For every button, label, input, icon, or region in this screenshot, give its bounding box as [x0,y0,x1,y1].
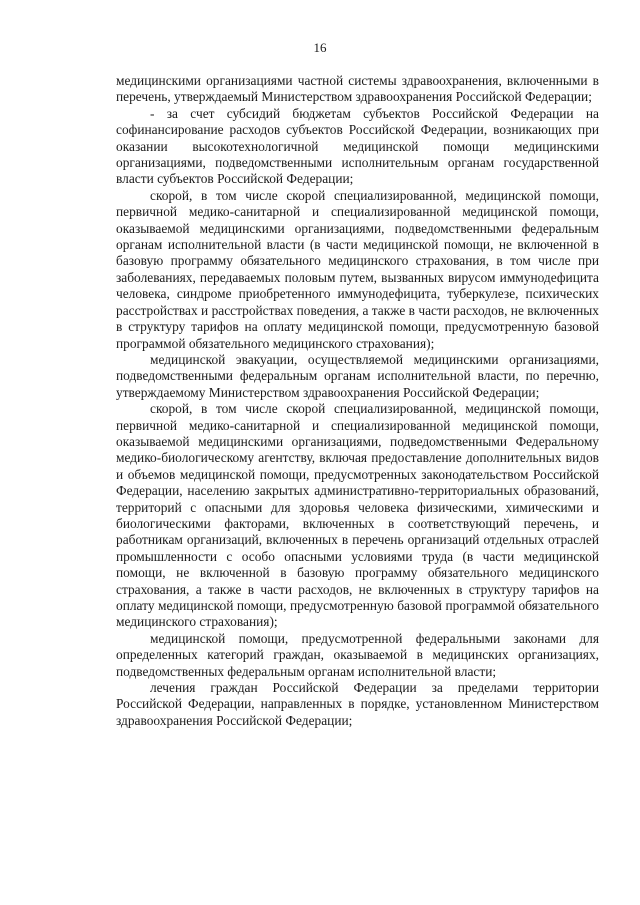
paragraph-federal-law-care: медицинской помощи, предусмотренной федеральными законами для определенных категорий граждан, оказываемой в медицинских организациях, подведомственных федеральным органам исполнительной власти; [116,630,599,679]
document-body [116,73,599,729]
paragraph-federal-emergency-care: скорой, в том числе скорой специализированной, медицинской помощи, первичной медико-санитарной и специализированной медицинской помощи, оказываемой медицинскими организациями, подведомственными федеральным органам исполнительной власти (в части медицинской помощи, не включенной в базовую программу обязательного медицинского страхования, в том числе при заболеваниях, передаваемых половым путем, вызванных вирусом иммунодефицита человека, синдроме приобретенного иммунодефицита, туберкулезе, психических расстройствах и расстройствах поведения, а также в части расходов, не включенных в структуру тарифов на оплату медицинской помощи, предусмотренную базовой программой обязательного медицинского страхования); [116,187,599,351]
paragraph-medical-evacuation: медицинской эвакуации, осуществляемой медицинскими организациями, подведомственными федеральным органам исполнительной власти, по перечню, утверждаемому Министерством здравоохранения Российской Федерации; [116,351,599,400]
paragraph-fmba-care: скорой, в том числе скорой специализированной, медицинской помощи, первичной медико-санитарной и специализированной медицинской помощи, оказываемой медицинскими организациями, подведомственными Федеральному медико-биологическому агентству, включая предоставление дополнительных видов и объемов медицинской помощи, предусмотренных законодательством Российской Федерации, населению закрытых административно-территориальных образований, территорий с опасными для здоровья человека физическими, химическими и биологическими факторами, включенных в соответствующий перечень, и работникам организаций, включенных в перечень организаций отдельных отраслей промышленности с особо опасными условиями труда (в части медицинской помощи, не включенной в базовую программу обязательного медицинского страхования, а также в части расходов, не включенных в структуру тарифов на оплату медицинской помощи, предусмотренную базовой программой обязательного медицинского страхования); [116,401,599,630]
paragraph-private-organizations: медицинскими организациями частной системы здравоохранения, включенными в перечень, утверждаемый Министерством здравоохранения Российской Федерации; [116,73,599,105]
paragraph-treatment-abroad: лечения граждан Российской Федерации за пределами территории Российской Федерации, направленных в порядке, установленном Министерством здравоохранения Российской Федерации; [116,680,599,728]
paragraph-subsidies: - за счет субсидий бюджетам субъектов Российской Федерации на софинансирование расходов субъектов Российской Федерации, возникающих при оказании высокотехнологичной медицинской помощи медицинскими организациями, подведомственными исполнительным органам государственной власти субъектов Российской Федерации; [116,105,599,187]
page-number: 16 [313,40,327,55]
